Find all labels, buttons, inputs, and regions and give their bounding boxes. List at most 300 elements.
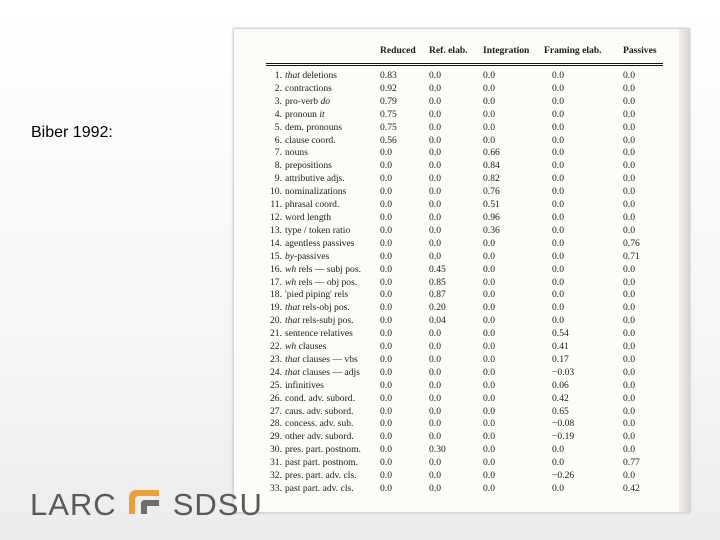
table-row [264,289,663,302]
feature-cell [264,315,376,328]
value-cell: 0.0 [483,108,495,120]
value-cell: 0.0 [380,147,392,159]
table-row [264,238,663,251]
value-cell: 0.0 [429,70,441,81]
value-cell: 0.0 [380,263,392,275]
value-cell: −0.19 [552,431,575,443]
value-cell: 0.0 [623,470,635,482]
value-cell: 0.0 [483,444,495,456]
value-cell: −0.03 [552,366,575,378]
scan-shadow [679,29,689,512]
value-cell: 0.0 [623,379,635,391]
header-framing-elab: Framing elab. [544,44,602,56]
table-row [264,393,663,406]
value-cell: 0.0 [623,186,635,198]
value-cell: 0.0 [429,237,441,249]
value-cell: 0.0 [552,70,564,81]
table-row [264,431,663,444]
table-row [264,96,663,109]
value-cell: 0.0 [483,289,495,301]
feature-label: clause coord. [285,134,336,146]
row-number: 16. [270,263,282,275]
feature-label: nouns [285,147,308,159]
feature-cell [264,289,376,302]
value-cell: 0.04 [429,315,446,327]
value-cell: 0.0 [623,315,635,327]
value-cell: 0.0 [552,186,564,198]
feature-cell [264,173,376,186]
value-cell: 0.0 [552,211,564,223]
value-cell: 0.71 [623,250,640,262]
row-number: 8. [274,160,282,172]
table-row [264,135,663,148]
row-number: 13. [270,224,282,236]
value-cell: 0.0 [552,483,564,494]
logo-text-larc: LARC [30,487,117,522]
value-cell: 0.0 [623,108,635,120]
value-cell: 0.0 [380,289,392,301]
feature-cell [264,160,376,173]
header-passives: Passives [623,44,657,56]
value-cell: 0.75 [380,121,397,133]
table-row [264,173,663,186]
value-cell: 0.0 [623,341,635,353]
value-cell: 0.0 [483,418,495,430]
value-cell: 0.0 [483,392,495,404]
value-cell: 0.0 [429,431,441,443]
feature-label: concess. adv. sub. [285,418,354,430]
value-cell: 0.36 [483,224,500,236]
feature-label: that deletions [285,70,337,81]
feature-cell [264,96,376,109]
feature-cell [264,238,376,251]
feature-cell [264,444,376,457]
feature-cell [264,122,376,135]
value-cell: 0.0 [552,121,564,133]
feature-cell [264,212,376,225]
feature-label: dem. pronouns [285,121,343,133]
larc-sdsu-logo [30,486,263,524]
value-cell: 0.0 [483,237,495,249]
table-row [264,83,663,96]
feature-label: that clauses — adjs [285,366,360,378]
value-cell: 0.0 [429,121,441,133]
row-number: 14. [270,237,282,249]
value-cell: 0.0 [380,211,392,223]
value-cell: 0.85 [429,276,446,288]
value-cell: 0.0 [483,483,495,494]
table-row [264,251,663,264]
value-cell: 0.0 [623,263,635,275]
row-number: 20. [270,315,282,327]
table-row [264,470,663,483]
row-number: 31. [270,457,282,469]
table-row [264,418,663,431]
value-cell: 0.0 [623,276,635,288]
value-cell: 0.0 [483,250,495,262]
table-scan [233,28,690,513]
value-cell: 0.76 [483,186,500,198]
value-cell: 0.0 [380,405,392,417]
table-row [264,147,663,160]
logo-text-sdsu: SDSU [172,487,263,522]
value-cell: 0.0 [429,108,441,120]
value-cell: 0.0 [429,457,441,469]
feature-cell [264,457,376,470]
table-row [264,160,663,173]
value-cell: 0.0 [623,353,635,365]
row-number: 24. [270,366,282,378]
value-cell: 0.56 [380,134,397,146]
feature-cell [264,431,376,444]
row-number: 33. [270,483,282,494]
value-cell: 0.0 [623,302,635,314]
feature-label: wh rels — subj pos. [285,263,361,275]
value-cell: 0.0 [429,186,441,198]
value-cell: 0.0 [552,302,564,314]
value-cell: 0.0 [380,366,392,378]
value-cell: 0.0 [429,405,441,417]
value-cell: 0.0 [623,366,635,378]
feature-cell [264,264,376,277]
value-cell: 0.0 [429,483,441,494]
feature-cell [264,483,376,496]
feature-cell [264,380,376,393]
value-cell: 0.0 [552,82,564,94]
row-number: 3. [274,95,282,107]
value-cell: 0.0 [380,431,392,443]
value-cell: −0.08 [552,418,575,430]
feature-label: pres. part. postnom. [285,444,361,456]
value-cell: 0.0 [483,70,495,81]
row-number: 10. [270,186,282,198]
value-cell: 0.0 [380,483,392,494]
value-cell: 0.17 [552,353,569,365]
value-cell: 0.0 [380,341,392,353]
feature-label: cond. adv. subord. [285,392,355,404]
value-cell: 0.0 [483,95,495,107]
row-number: 29. [270,431,282,443]
value-cell: 0.0 [552,250,564,262]
value-cell: 0.0 [380,418,392,430]
value-cell: −0.26 [552,470,575,482]
value-cell: 0.0 [483,121,495,133]
value-cell: 0.0 [552,173,564,185]
feature-cell [264,393,376,406]
value-cell: 0.0 [483,82,495,94]
feature-label: contractions [285,82,332,94]
feature-cell [264,147,376,160]
value-cell: 0.0 [429,366,441,378]
feature-cell [264,367,376,380]
factor-table [264,43,663,496]
value-cell: 0.0 [623,121,635,133]
value-cell: 0.0 [483,263,495,275]
value-cell: 0.0 [483,341,495,353]
value-cell: 0.0 [552,276,564,288]
value-cell: 0.0 [429,392,441,404]
value-cell: 0.0 [429,160,441,172]
value-cell: 0.0 [552,457,564,469]
value-cell: 0.0 [380,276,392,288]
value-cell: 0.0 [483,470,495,482]
value-cell: 0.0 [552,95,564,107]
value-cell: 0.0 [429,147,441,159]
value-cell: 0.66 [483,147,500,159]
value-cell: 0.0 [380,199,392,211]
value-cell: 0.76 [623,237,640,249]
value-cell: 0.0 [429,341,441,353]
feature-label: pro-verb do [285,95,331,107]
value-cell: 0.0 [483,276,495,288]
row-number: 32. [270,470,282,482]
feature-label: phrasal coord. [285,199,340,211]
value-cell: 0.0 [380,160,392,172]
value-cell: 0.0 [429,211,441,223]
value-cell: 0.0 [623,224,635,236]
value-cell: 0.0 [429,199,441,211]
value-cell: 0.0 [623,160,635,172]
value-cell: 0.0 [429,82,441,94]
value-cell: 0.0 [623,70,635,81]
value-cell: 0.30 [429,444,446,456]
value-cell: 0.0 [483,379,495,391]
value-cell: 0.0 [429,173,441,185]
row-number: 5. [274,121,282,133]
feature-label: agentless passives [285,237,355,249]
feature-label: attributive adjs. [285,173,345,185]
logo-mark-icon [125,486,165,524]
value-cell: 0.0 [552,237,564,249]
row-number: 26. [270,392,282,404]
value-cell: 0.0 [429,418,441,430]
value-cell: 0.0 [483,134,495,146]
feature-cell [264,354,376,367]
value-cell: 0.0 [429,470,441,482]
table-row [264,109,663,122]
row-number: 12. [270,211,282,223]
row-number: 25. [270,379,282,391]
value-cell: 0.0 [552,315,564,327]
value-cell: 0.96 [483,211,500,223]
value-cell: 0.0 [380,392,392,404]
row-number: 6. [274,134,282,146]
row-number: 19. [270,302,282,314]
row-number: 22. [270,341,282,353]
value-cell: 0.0 [552,147,564,159]
feature-label: that clauses — vbs [285,353,358,365]
row-number: 17. [270,276,282,288]
feature-cell [264,109,376,122]
feature-cell [264,199,376,212]
feature-label: pronoun it [285,108,325,120]
value-cell: 0.0 [623,82,635,94]
value-cell: 0.0 [429,134,441,146]
feature-cell [264,328,376,341]
table-row [264,302,663,315]
table-header-row [264,43,663,63]
table-row [264,328,663,341]
table-row [264,277,663,290]
value-cell: 0.0 [623,328,635,340]
value-cell: 0.92 [380,82,397,94]
value-cell: 0.0 [483,431,495,443]
header-integration: Integration [483,44,530,56]
feature-label: prepositions [285,160,332,172]
table-row [264,63,663,83]
value-cell: 0.75 [380,108,397,120]
value-cell: 0.54 [552,328,569,340]
value-cell: 0.0 [483,457,495,469]
table-row [264,406,663,419]
feature-label: past part. adv. cls. [285,483,354,494]
value-cell: 0.0 [380,224,392,236]
feature-cell [264,186,376,199]
table-row [264,122,663,135]
table-row [264,367,663,380]
value-cell: 0.0 [380,444,392,456]
value-cell: 0.0 [552,263,564,275]
feature-label: past part. postnom. [285,457,359,469]
feature-label: type / token ratio [285,224,351,236]
value-cell: 0.0 [380,457,392,469]
value-cell: 0.0 [429,328,441,340]
value-cell: 0.77 [623,457,640,469]
feature-label: wh rels — obj pos. [285,276,358,288]
value-cell: 0.0 [483,328,495,340]
value-cell: 0.0 [623,199,635,211]
table-row [264,225,663,238]
feature-cell [264,470,376,483]
value-cell: 0.0 [623,444,635,456]
value-cell: 0.0 [552,134,564,146]
feature-cell [264,341,376,354]
header-ref-elab: Ref. elab. [429,44,468,56]
value-cell: 0.0 [483,353,495,365]
value-cell: 0.42 [552,392,569,404]
value-cell: 0.0 [429,224,441,236]
value-cell: 0.45 [429,263,446,275]
row-number: 1. [274,70,282,81]
value-cell: 0.41 [552,341,569,353]
table-row [264,457,663,470]
row-number: 23. [270,353,282,365]
feature-label: caus. adv. subord. [285,405,354,417]
header-reduced: Reduced [380,44,416,56]
feature-cell [264,406,376,419]
value-cell: 0.0 [552,160,564,172]
feature-cell [264,63,376,83]
row-number: 11. [270,199,282,211]
value-cell: 0.0 [429,95,441,107]
table-row [264,315,663,328]
feature-label: nominalizations [285,186,347,198]
table-row [264,483,663,496]
feature-label: wh clauses [285,341,327,353]
value-cell: 0.0 [380,470,392,482]
value-cell: 0.0 [380,250,392,262]
value-cell: 0.0 [623,418,635,430]
value-cell: 0.0 [429,379,441,391]
value-cell: 0.82 [483,173,500,185]
feature-cell [264,302,376,315]
table-body [264,63,663,496]
row-number: 15. [270,250,282,262]
value-cell: 0.0 [623,173,635,185]
value-cell: 0.87 [429,289,446,301]
table-row [264,264,663,277]
table-row [264,212,663,225]
row-number: 30. [270,444,282,456]
value-cell: 0.0 [623,95,635,107]
row-number: 27. [270,405,282,417]
value-cell: 0.0 [429,250,441,262]
table-row [264,354,663,367]
row-number: 4. [274,108,282,120]
value-cell: 0.0 [380,328,392,340]
row-number: 18. [270,289,282,301]
value-cell: 0.0 [380,315,392,327]
row-number: 2. [274,82,282,94]
header-feature [264,43,376,63]
slide-caption: Biber 1992: [31,124,113,141]
value-cell: 0.0 [552,108,564,120]
feature-cell [264,277,376,290]
feature-cell [264,83,376,96]
feature-cell [264,135,376,148]
value-cell: 0.06 [552,379,569,391]
value-cell: 0.84 [483,160,500,172]
value-cell: 0.0 [552,444,564,456]
value-cell: 0.79 [380,95,397,107]
row-number: 9. [274,173,282,185]
value-cell: 0.0 [623,392,635,404]
value-cell: 0.42 [623,483,640,494]
feature-label: 'pied piping' rels [285,289,349,301]
value-cell: 0.0 [623,289,635,301]
feature-label: by-passives [285,250,330,262]
value-cell: 0.0 [380,173,392,185]
value-cell: 0.0 [429,353,441,365]
value-cell: 0.0 [380,186,392,198]
feature-cell [264,225,376,238]
row-number: 21. [270,328,282,340]
value-cell: 0.0 [552,289,564,301]
value-cell: 0.0 [483,302,495,314]
feature-label: that rels-subj pos. [285,315,354,327]
value-cell: 0.65 [552,405,569,417]
table-row [264,186,663,199]
value-cell: 0.0 [380,379,392,391]
value-cell: 0.0 [552,199,564,211]
value-cell: 0.83 [380,70,397,81]
value-cell: 0.0 [623,211,635,223]
feature-label: sentence relatives [285,328,353,340]
feature-cell [264,251,376,264]
value-cell: 0.0 [380,237,392,249]
table-row [264,341,663,354]
value-cell: 0.0 [380,353,392,365]
value-cell: 0.0 [552,224,564,236]
feature-label: other adv. subord. [285,431,354,443]
value-cell: 0.0 [483,315,495,327]
table-row [264,444,663,457]
value-cell: 0.0 [623,147,635,159]
value-cell: 0.51 [483,199,500,211]
value-cell: 0.0 [623,431,635,443]
row-number: 7. [274,147,282,159]
value-cell: 0.20 [429,302,446,314]
